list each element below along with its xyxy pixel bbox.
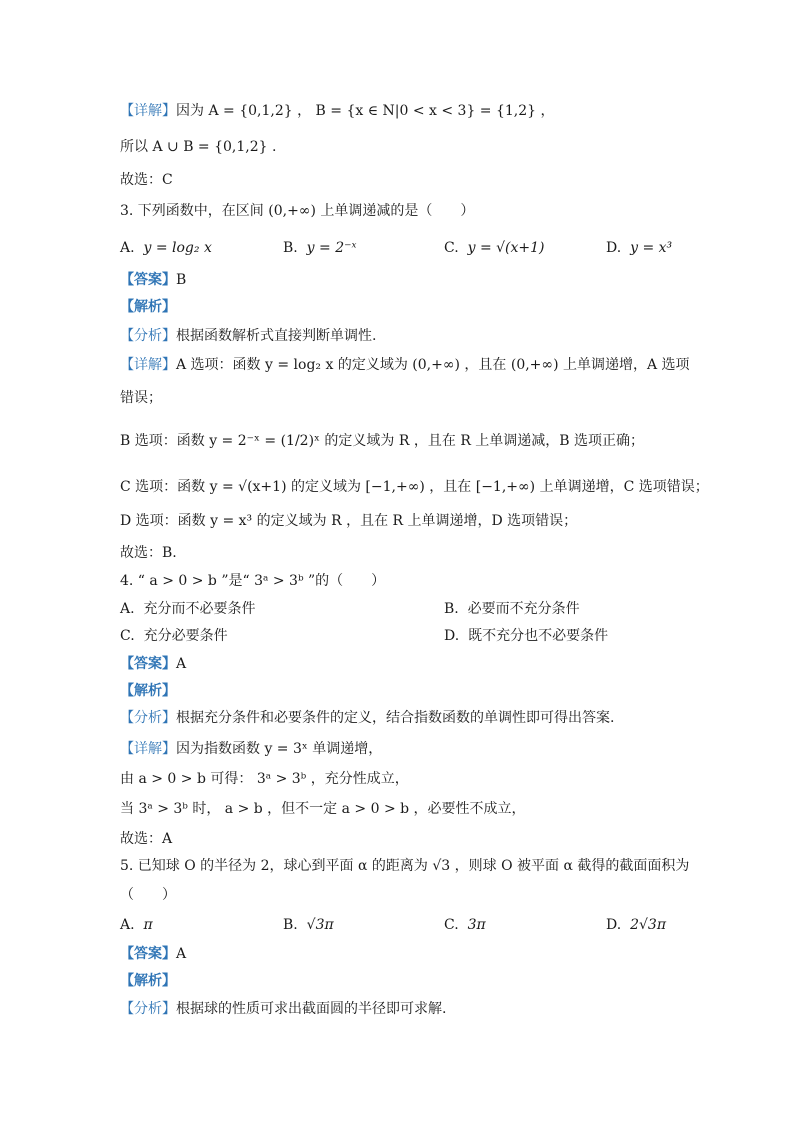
q3-option-d (606, 238, 672, 258)
q5-option-a (120, 915, 153, 935)
option-letter: D. (444, 628, 460, 644)
option-expr: 3π (467, 917, 486, 933)
detail-text: 因为指数函数 y = 3ˣ 单调递增， (176, 741, 383, 757)
q4-detail-1 (120, 739, 382, 759)
option-letter: C. (444, 240, 459, 256)
option-expr: π (143, 917, 153, 933)
q4-detail-2: 由 a > 0 > b 可得： 3ᵃ > 3ᵇ ，充分性成立， (120, 771, 409, 787)
q2-choose: 故选：C (120, 172, 173, 188)
option-letter: C. (120, 628, 135, 644)
option-text: 充分必要条件 (143, 628, 228, 644)
option-letter: B. (283, 240, 298, 256)
q3-stem: 3. 下列函数中，在区间 (0,+∞) 上单调递减的是（ ） (120, 203, 475, 219)
option-letter: A. (120, 240, 135, 256)
q3-detail-c: C 选项：函数 y = √(x+1) 的定义域为 [−1,+∞) ，且在 [−1,+∞) 上单调递增，C 选项错误； (120, 479, 709, 495)
option-expr: y = x³ (630, 240, 673, 256)
q3-detail-d: D 选项：函数 y = x³ 的定义域为 R ，且在 R 上单调递增，D 选项错误； (120, 513, 578, 529)
fenxi-text: 根据充分条件和必要条件的定义，结合指数函数的单调性即可得出答案. (176, 710, 615, 726)
q3-choose: 故选：B. (120, 545, 177, 561)
fenxi-label: 【分析】 (120, 710, 176, 726)
option-letter: D. (606, 240, 622, 256)
option-expr: √3π (306, 917, 334, 933)
detail-a-text: A 选项：函数 y = log₂ x 的定义域为 (0,+∞) ，且在 (0,+∞) 上单调递增，A 选项 (176, 357, 690, 373)
option-expr: 2√3π (630, 917, 667, 933)
answer-label: 【答案】 (120, 272, 176, 288)
option-letter: D. (606, 917, 622, 933)
option-text: 必要而不充分条件 (467, 601, 580, 617)
q5-answer (120, 944, 186, 964)
q4-option-c (120, 626, 228, 646)
option-letter: B. (444, 601, 459, 617)
q2-detail-text: 因为 A = {0,1,2} ， B = {x ∈ N|0 < x < 3} = {1,2} ， (176, 103, 555, 119)
q5-option-d (606, 915, 666, 935)
q5-option-b (283, 915, 334, 935)
q5-fenxi (120, 999, 446, 1019)
q3-analysis-heading (120, 297, 176, 317)
detail-label: 【详解】 (120, 741, 176, 757)
option-letter: C. (444, 917, 459, 933)
analysis-label: 【解析】 (120, 973, 176, 989)
q4-fenxi (120, 708, 614, 728)
q4-stem: 4. “ a > 0 > b ”是“ 3ᵃ > 3ᵇ ”的（ ） (120, 573, 386, 589)
option-letter: B. (283, 917, 298, 933)
answer-label: 【答案】 (120, 946, 176, 962)
option-text: 既不充分也不必要条件 (468, 628, 609, 644)
analysis-label: 【解析】 (120, 299, 176, 315)
q4-option-b (444, 599, 580, 619)
analysis-label: 【解析】 (120, 683, 176, 699)
answer-value: A (176, 656, 187, 672)
q3-detail-a (120, 355, 690, 375)
q4-answer (120, 654, 186, 674)
option-expr: y = √(x+1) (467, 240, 545, 256)
fenxi-label: 【分析】 (120, 1001, 176, 1017)
answer-value: A (176, 946, 187, 962)
q3-option-c (444, 238, 545, 258)
q2-detail-line (120, 101, 555, 121)
detail-label: 【详解】 (120, 357, 176, 373)
detail-label: 【详解】 (120, 103, 176, 119)
q4-option-d (444, 626, 608, 646)
q3-fenxi (120, 326, 376, 346)
q5-stem: 5. 已知球 O 的半径为 2，球心到平面 α 的距离为 √3 ，则球 O 被平面 α 截得的截面面积为 (120, 858, 690, 874)
q5-analysis-heading (120, 971, 176, 991)
answer-value: B (176, 272, 187, 288)
q3-answer (120, 270, 186, 290)
fenxi-text: 根据球的性质可求出截面圆的半径即可求解. (176, 1001, 447, 1017)
q5-stem-cont: （ ） (120, 887, 176, 903)
fenxi-text: 根据函数解析式直接判断单调性. (176, 328, 377, 344)
q3-option-b (283, 238, 356, 258)
q5-option-c (444, 915, 486, 935)
option-expr: y = 2⁻ˣ (306, 240, 357, 256)
q2-union-line: 所以 A ∪ B = {0,1,2} . (120, 139, 277, 155)
q4-choose: 故选：A (120, 831, 173, 847)
option-text: 充分而不必要条件 (143, 601, 256, 617)
option-letter: A. (120, 917, 135, 933)
q3-option-a (120, 238, 212, 258)
q4-analysis-heading (120, 681, 176, 701)
fenxi-label: 【分析】 (120, 328, 176, 344)
answer-label: 【答案】 (120, 656, 176, 672)
option-letter: A. (120, 601, 135, 617)
q4-detail-3: 当 3ᵃ > 3ᵇ 时， a > b ，但不一定 a > 0 > b ，必要性不成立， (120, 801, 526, 817)
q4-option-a (120, 599, 255, 619)
q3-detail-a-cont: 错误； (120, 390, 162, 406)
q3-detail-b: B 选项：函数 y = 2⁻ˣ = (1/2)ˣ 的定义域为 R ，且在 R 上单调递减，B 选项正确； (120, 433, 645, 449)
option-expr: y = log₂ x (143, 240, 212, 256)
